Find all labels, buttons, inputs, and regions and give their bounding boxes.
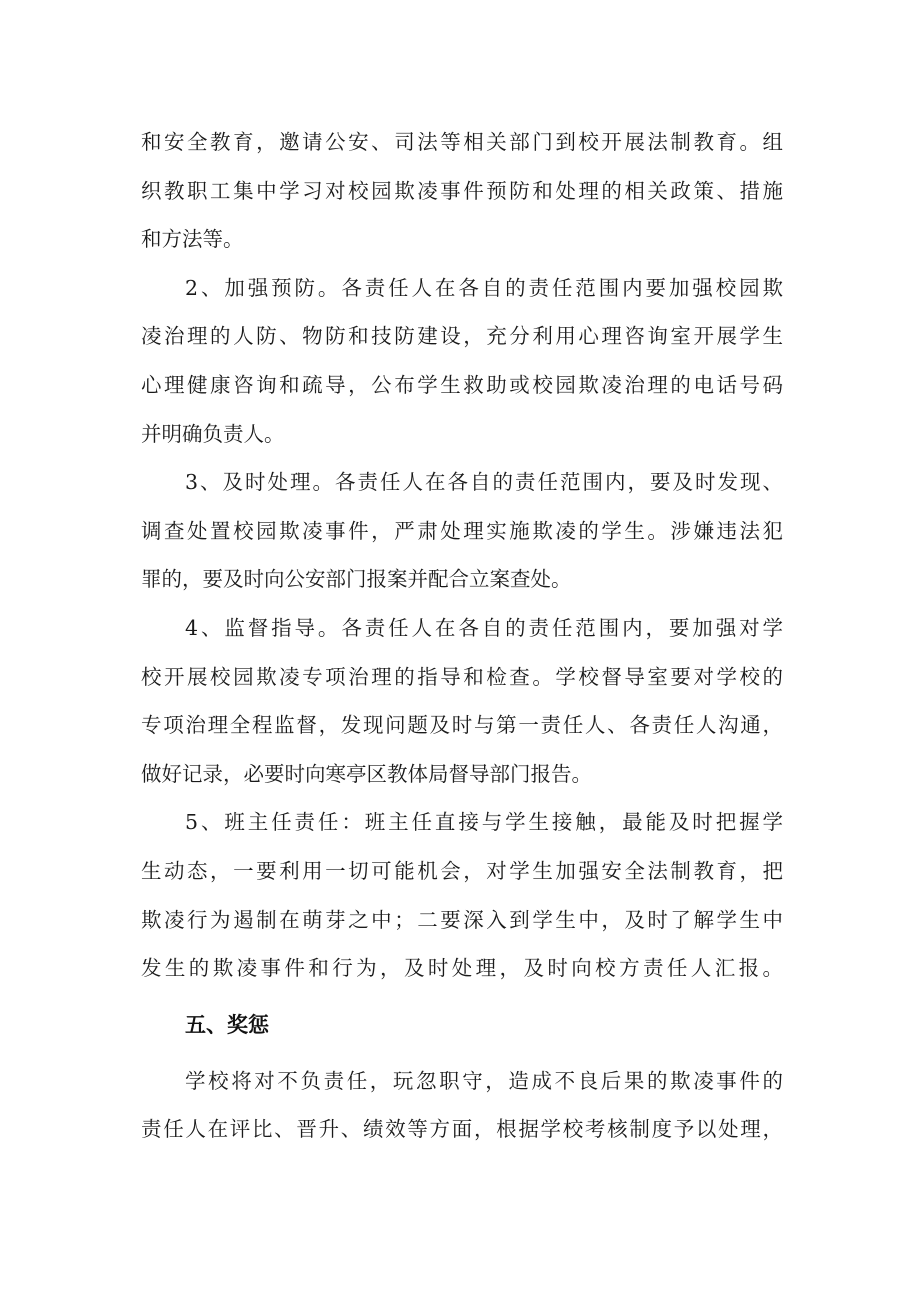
paragraph-item-5 xyxy=(141,798,783,992)
text-line: 心理健康咨询和疏导，公布学生救助或校园欺凌治理的电话号码 xyxy=(141,372,783,397)
text-line: 调查处置校园欺凌事件，严肃处理实施欺凌的学生。涉嫌违法犯 xyxy=(141,518,783,543)
paragraph-continuation xyxy=(141,118,783,264)
document-body xyxy=(141,118,783,1154)
text-line: 并明确负责人。 xyxy=(141,421,285,446)
text-line: 4、监督指导。各责任人在各自的责任范围内，要加强对学 xyxy=(185,615,783,640)
paragraph-item-2 xyxy=(141,264,783,458)
section-paragraph xyxy=(141,1057,783,1154)
text-line: 凌治理的人防、物防和技防建设，充分利用心理咨询室开展学生 xyxy=(141,324,783,349)
text-line: 2、加强预防。各责任人在各自的责任范围内要加强校园欺 xyxy=(185,275,783,300)
text-line: 做好记录，必要时向寒亭区教体局督导部门报告。 xyxy=(141,761,592,786)
text-line: 5、班主任责任：班主任直接与学生接触，最能及时把握学 xyxy=(185,810,783,835)
text-line: 欺凌行为遏制在萌芽之中；二要深入到学生中，及时了解学生中 xyxy=(141,907,783,932)
text-line: 罪的，要及时向公安部门报案并配合立案查处。 xyxy=(141,567,572,592)
text-line: 专项治理全程监督，发现问题及时与第一责任人、各责任人沟通， xyxy=(141,713,783,738)
paragraph-item-4 xyxy=(141,604,783,798)
section-heading: 五、奖惩 xyxy=(185,1012,269,1037)
text-line: 和安全教育，邀请公安、司法等相关部门到校开展法制教育。组 xyxy=(141,130,783,154)
text-line: 3、及时处理。各责任人在各自的责任范围内，要及时发现、 xyxy=(185,470,783,495)
paragraph-item-3 xyxy=(141,458,783,604)
text-line: 织教职工集中学习对校园欺凌事件预防和处理的相关政策、措施 xyxy=(141,178,783,203)
text-line: 生动态，一要利用一切可能机会，对学生加强安全法制教育，把 xyxy=(141,858,783,883)
text-line: 校开展校园欺凌专项治理的指导和检查。学校督导室要对学校的 xyxy=(141,664,783,689)
text-line: 责任人在评比、晋升、绩效等方面，根据学校考核制度予以处理， xyxy=(141,1117,783,1142)
text-line: 发生的欺凌事件和行为，及时处理，及时向校方责任人汇报。 xyxy=(141,956,783,981)
text-line: 学校将对不负责任，玩忽职守，造成不良后果的欺凌事件的 xyxy=(185,1068,783,1093)
text-line: 和方法等。 xyxy=(141,227,244,252)
